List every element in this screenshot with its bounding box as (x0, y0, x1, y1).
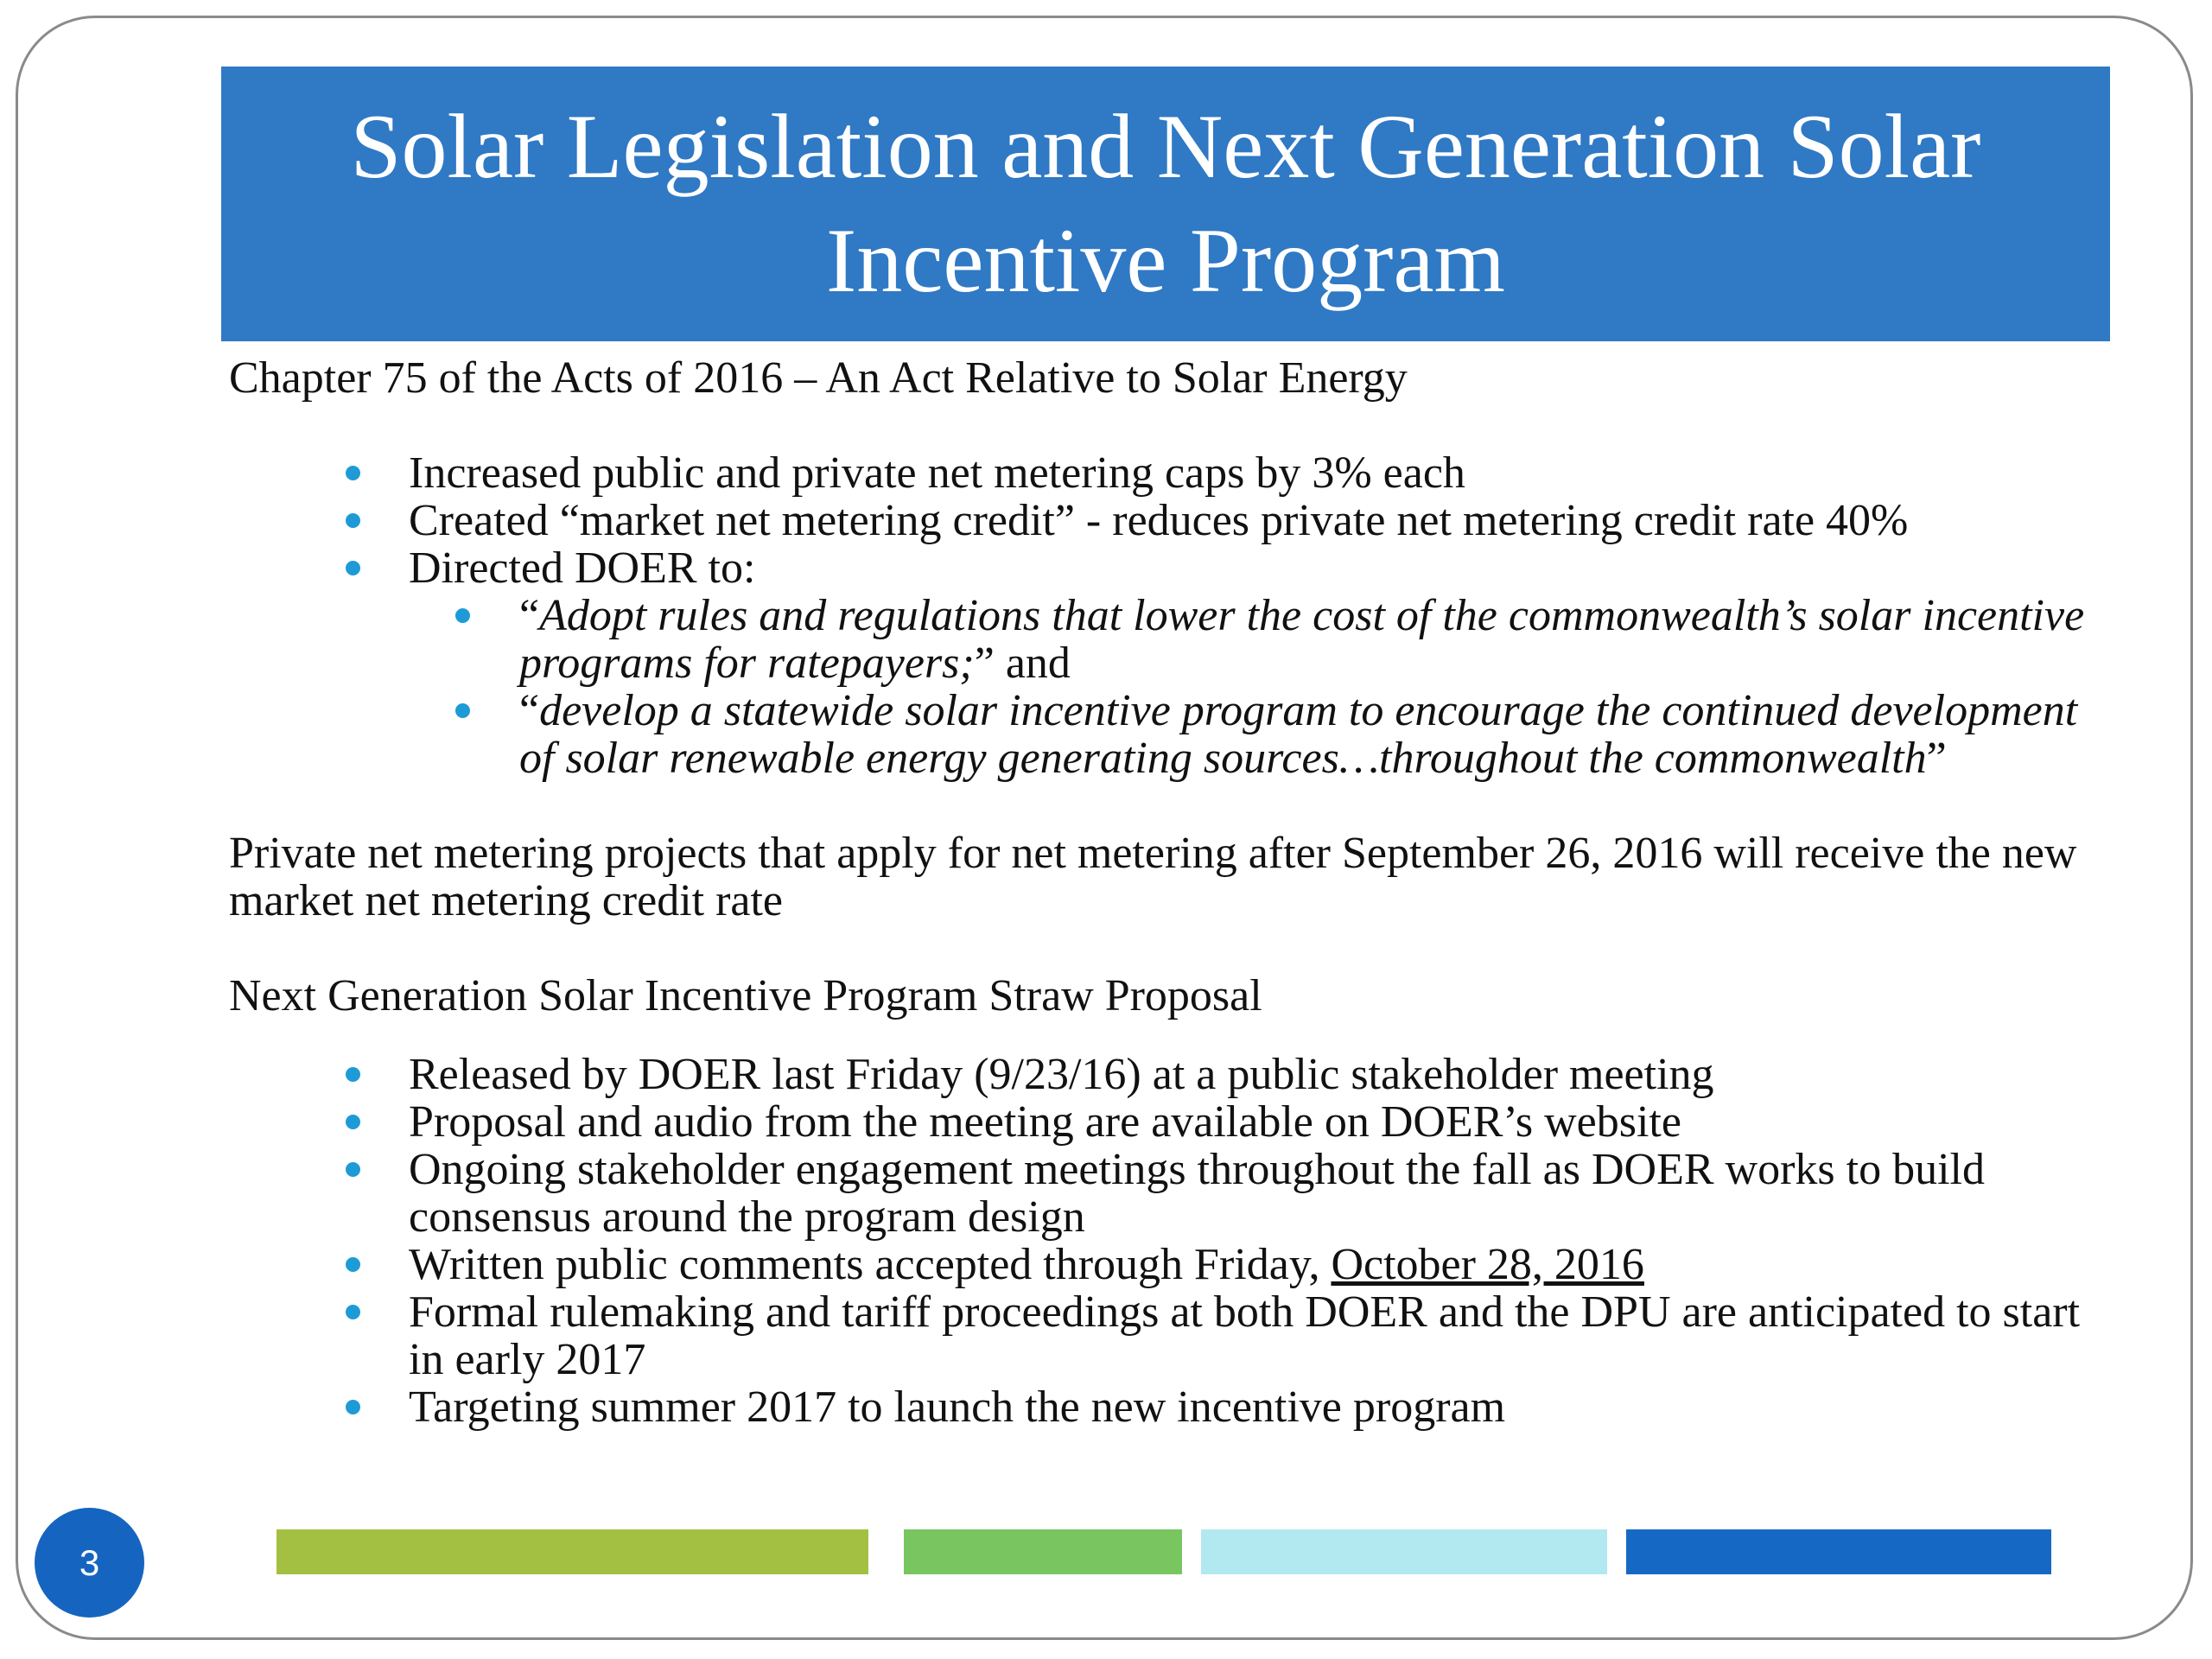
slide-content (229, 354, 2113, 1431)
bullet-icon (346, 1067, 360, 1082)
page-number-badge (35, 1508, 144, 1618)
section3-heading: Next Generation Solar Incentive Program Straw Proposal (229, 971, 1262, 1020)
list-item (229, 544, 2113, 782)
list-item (229, 1241, 2113, 1288)
list-item (229, 1288, 2113, 1383)
quote-close: ” (1926, 734, 1947, 783)
list-item (229, 497, 2113, 544)
title-banner (221, 67, 2110, 341)
bullet-icon (346, 1162, 360, 1177)
quote-open: “ (519, 591, 540, 640)
comments-deadline: October 28, 2016 (1331, 1240, 1644, 1289)
list-item (229, 1098, 2113, 1146)
page-number: 3 (79, 1541, 100, 1583)
list-item (229, 1146, 2113, 1241)
bullet-text: Targeting summer 2017 to launch the new incentive program (409, 1382, 1506, 1432)
quote-open: “ (519, 686, 540, 735)
bullet-text: Released by DOER last Friday (9/23/16) at a public stakeholder meeting (409, 1050, 1714, 1099)
section1-heading: Chapter 75 of the Acts of 2016 – An Act Relative to Solar Energy (229, 353, 1408, 403)
bullet-icon (455, 608, 470, 623)
bullet-text: Increased public and private net metering caps by 3% each (409, 448, 1465, 498)
quote-text: develop a statewide solar incentive program to encourage the continued development of solar renewable energy generating sources…throughout the commonwealth (519, 686, 2078, 783)
bullet-icon (455, 703, 470, 718)
section2-text: Private net metering projects that apply for net metering after September 26, 2016 will receive the new market net metering credit rate (229, 829, 2077, 925)
quote-text: Adopt rules and regulations that lower the cost of the commonwealth’s solar incentive programs for ratepayers; (519, 591, 2085, 688)
bullet-text: Written public comments accepted through Friday, (409, 1240, 1332, 1289)
bullet-icon (346, 513, 360, 528)
bullet-text: Directed DOER to: (409, 543, 756, 593)
list-item (229, 1383, 2113, 1431)
section1-bullet-list (229, 449, 2113, 782)
footer-bar-light-blue (1201, 1529, 1607, 1574)
bullet-icon (346, 561, 360, 575)
quote-close: ” and (974, 639, 1071, 688)
bullet-text: Ongoing stakeholder engagement meetings throughout the fall as DOER works to build consensus around the program design (409, 1145, 1985, 1242)
bullet-text: Created “market net metering credit” - reduces private net metering credit rate 40% (409, 496, 1909, 545)
bullet-icon (346, 466, 360, 480)
list-item (229, 592, 2113, 687)
footer-bar-light-green (904, 1529, 1182, 1574)
footer-bar-green (276, 1529, 868, 1574)
bullet-icon (346, 1400, 360, 1414)
slide-title: Solar Legislation and Next Generation Solar Incentive Program (350, 96, 1981, 311)
footer-bar-blue (1626, 1529, 2051, 1574)
bullet-icon (346, 1305, 360, 1319)
section3-bullet-list (229, 1051, 2113, 1431)
list-item (229, 1051, 2113, 1098)
bullet-text: Formal rulemaking and tariff proceedings at both DOER and the DPU are anticipated to start in early 2017 (409, 1287, 2081, 1384)
bullet-icon (346, 1115, 360, 1129)
sub-bullet-list (229, 592, 2113, 782)
list-item (229, 449, 2113, 497)
bullet-icon (346, 1257, 360, 1272)
list-item (229, 687, 2113, 782)
bullet-text: Proposal and audio from the meeting are available on DOER’s website (409, 1097, 1681, 1147)
